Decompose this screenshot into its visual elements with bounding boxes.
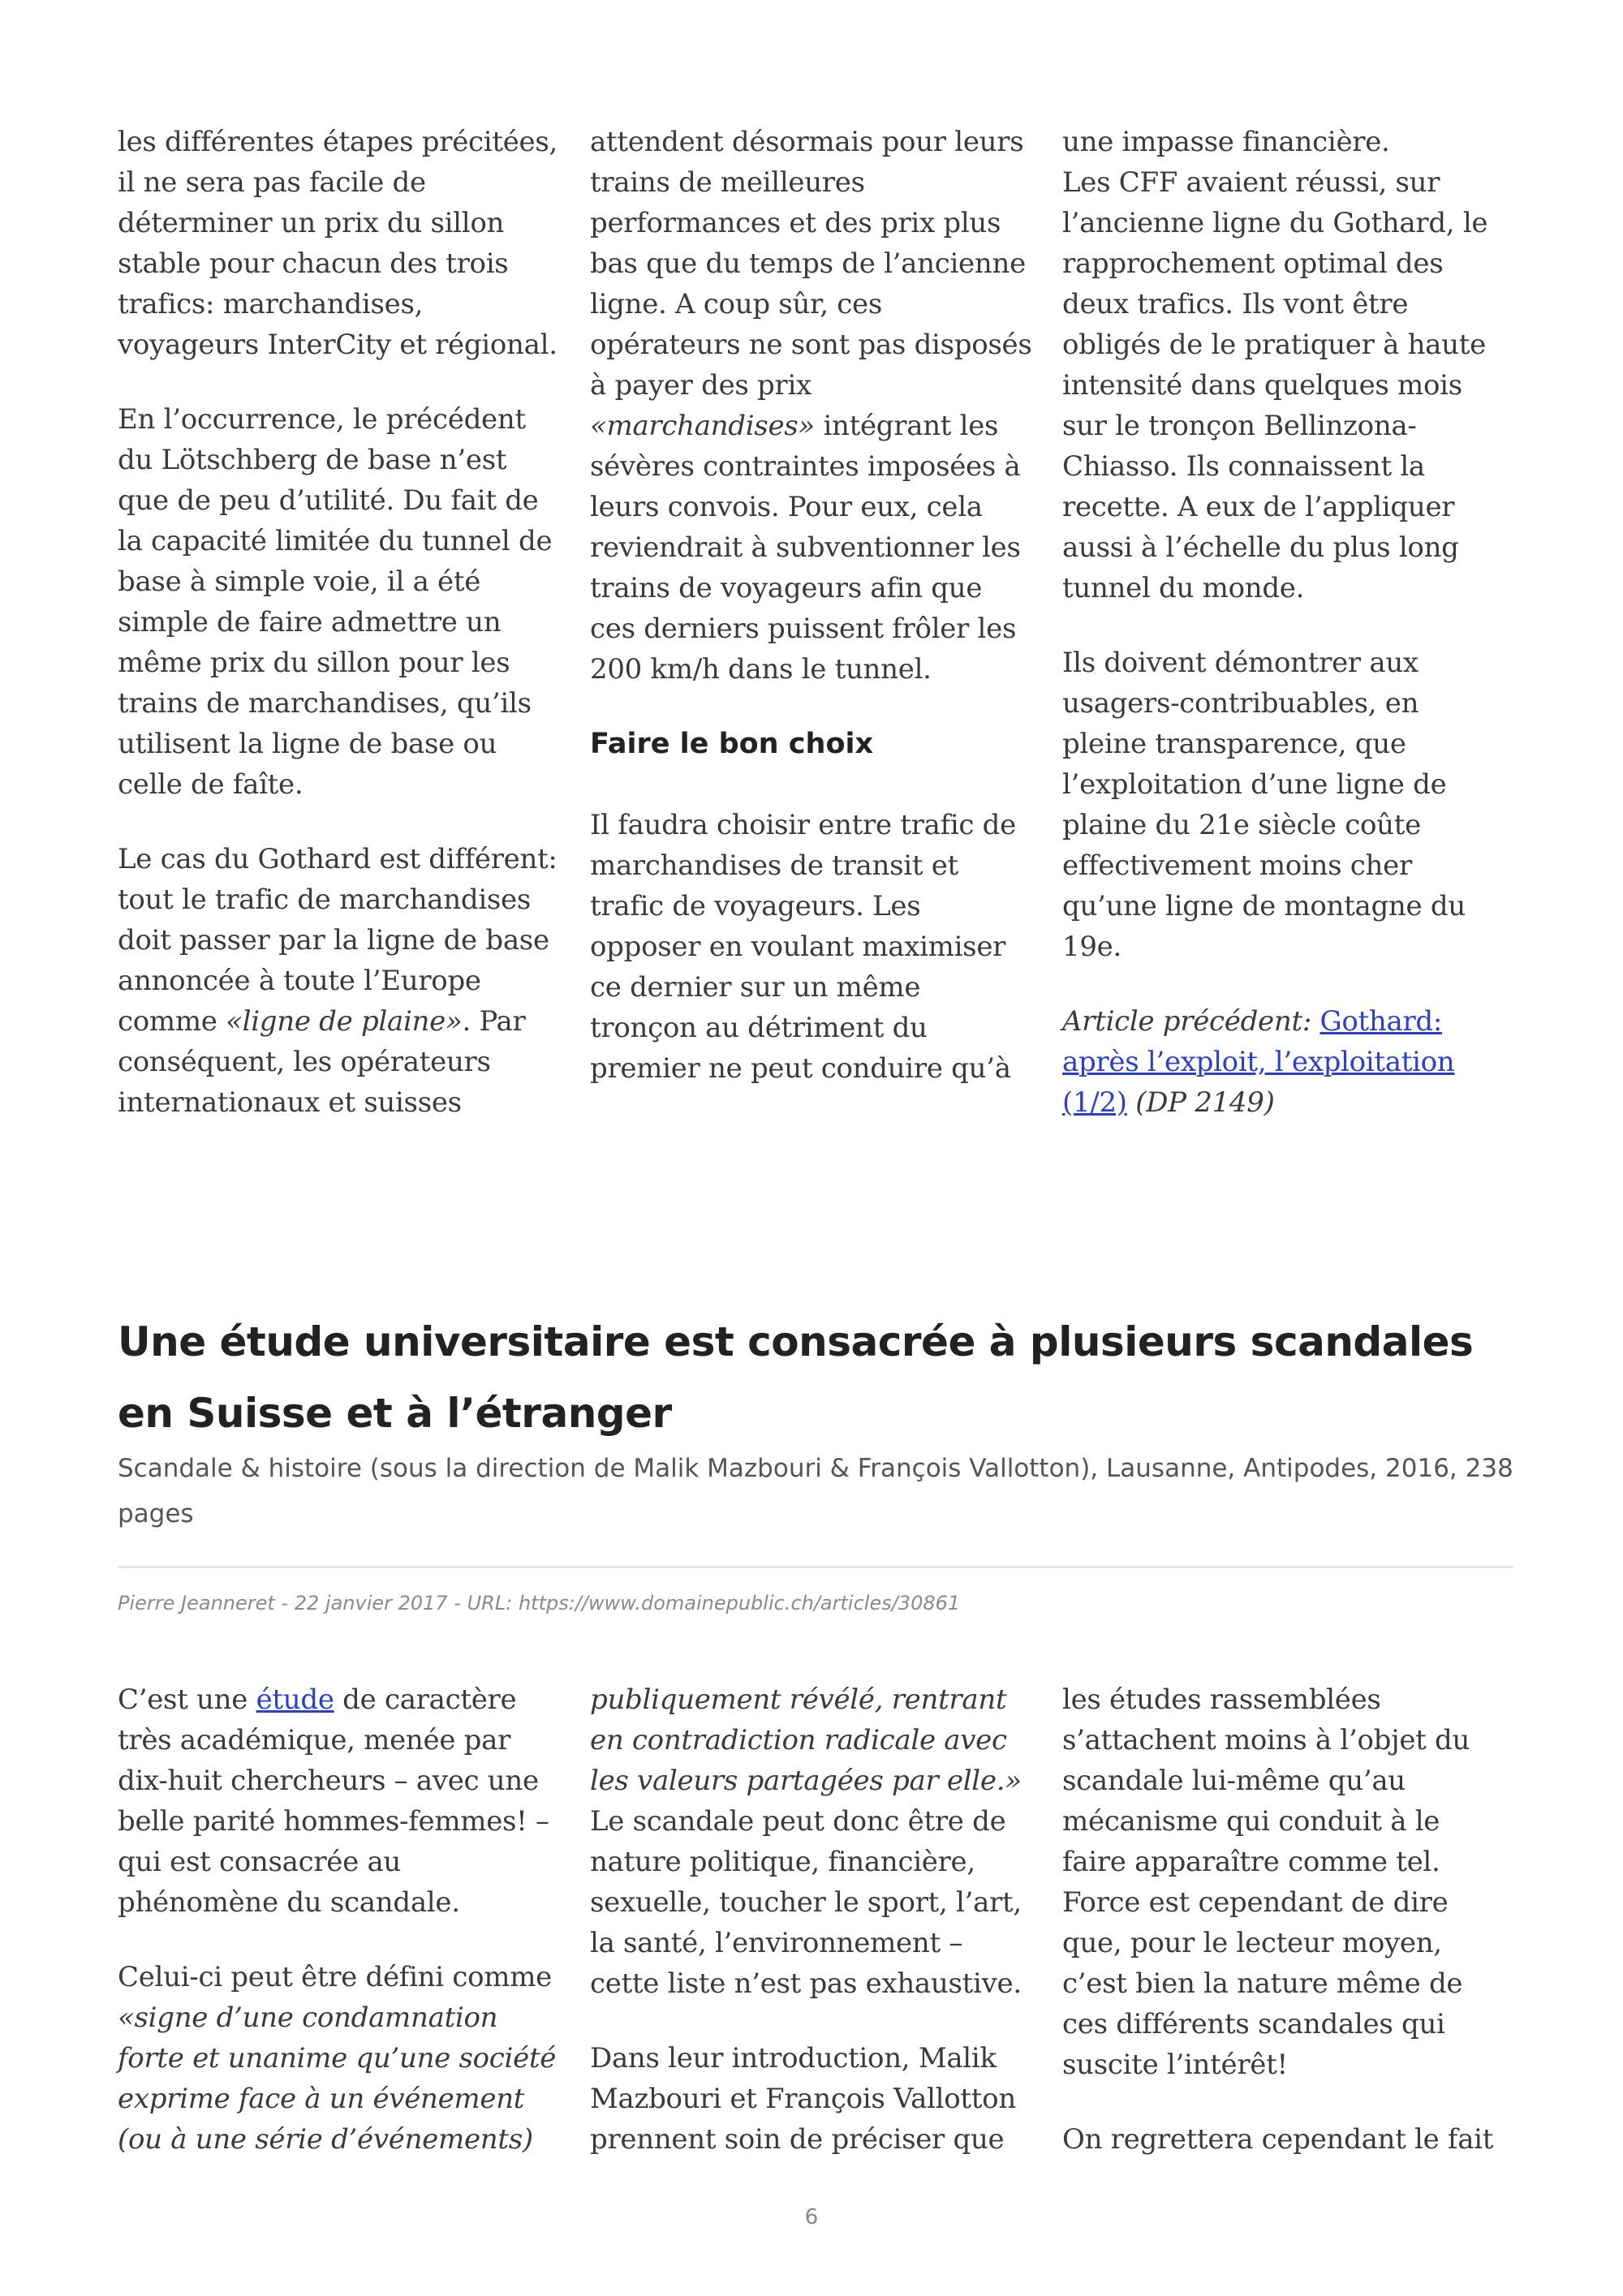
text: Le scandale peut donc être de nature politique, financière, sexuelle, toucher le sport, l’art, la santé, l’environnement – cette liste n’est pas exhaustive. — [590, 1805, 1022, 2000]
text: . Par conséquent, les opérateurs internationaux et suisses — [118, 1005, 526, 1119]
article1-column-2 — [590, 122, 1035, 1157]
text: Celui-ci peut être défini comme — [118, 1961, 552, 1993]
text: C’est une — [118, 1683, 256, 1716]
emphasis: «signe d’une condamnation forte et unanime qu’une société exprime face à un événement (ou à une série d’événements) — [118, 2001, 557, 2156]
paragraph — [118, 1679, 562, 1923]
article-meta: Pierre Jeanneret - 22 janvier 2017 - URL: https://www.domainepublic.ch/articles/30861 — [118, 1592, 961, 1615]
previous-article-ref: (DP 2149) — [1126, 1086, 1275, 1119]
text: intégrant les sévères contraintes imposées à leurs convois. Pour eux, cela reviendrait à subventionner les trains de voyageurs afin que ces derniers puissent frôler les 200 km/h dans le tunnel. — [590, 410, 1021, 686]
article2-column-1 — [118, 1679, 562, 2194]
article1-column-3 — [1062, 122, 1507, 1157]
page-number: 6 — [804, 2205, 819, 2229]
article2-column-3 — [1062, 1679, 1507, 2194]
paragraph: Il faudra choisir entre trafic de marchandises de transit et trafic de voyageurs. Les opposer en voulant maximiser ce dernier sur un même tronçon au détriment du premier ne peut conduire qu’à — [590, 809, 1016, 1085]
paragraph — [118, 839, 562, 1123]
paragraph: On regrettera cependant le fait — [1062, 2123, 1494, 2156]
emphasis: «ligne de plaine» — [226, 1005, 463, 1038]
article1-columns — [118, 122, 1507, 1157]
paragraph — [590, 122, 1035, 690]
emphasis: publiquement révélé, rentrant en contradiction radicale avec les valeurs partagées par elle.» — [590, 1683, 1022, 1797]
article-title: Une étude universitaire est consacrée à plusieurs scandales en Suisse et à l’étranger — [118, 1318, 1474, 1437]
paragraph: les études rassemblées s’attachent moins à l’objet du scandale lui-même qu’au mécanisme qui conduit à le faire apparaître comme tel. Force est cependant de dire que, pour le lecteur moyen, c’est bien la nature même de ces différents scandales qui suscite l’intérêt! — [1062, 1683, 1470, 2081]
paragraph: les différentes étapes précitées, il ne sera pas facile de déterminer un prix du sillon stable pour chacun des trois trafics: marchandises, voyageurs InterCity et régional. — [118, 126, 558, 361]
article1-column-1 — [118, 122, 562, 1157]
paragraph — [590, 1679, 1035, 2004]
etude-link[interactable]: étude — [256, 1683, 334, 1716]
paragraph: Dans leur introduction, Malik Mazbouri et François Vallotton prennent soin de préciser que — [590, 2042, 1016, 2156]
emphasis: «marchandises» — [590, 410, 815, 442]
text: de caractère très académique, menée par dix-huit chercheurs – avec une belle parité hommes-femmes! – qui est consacrée au phénomène du scandale. — [118, 1683, 549, 1919]
previous-article — [1062, 1001, 1507, 1123]
article-subtitle: Scandale & histoire (sous la direction de Malik Mazbouri & François Vallotton), Lausanne, Antipodes, 2016, 238 pages — [118, 1454, 1513, 1529]
previous-article-link[interactable]: Gothard: après l’exploit, l’exploitation (1/2) — [1062, 1005, 1455, 1119]
paragraph — [118, 1957, 562, 2160]
text: attendent désormais pour leurs trains de meilleures performances et des prix plus bas que du temps de l’ancienne ligne. A coup sûr, ces opérateurs ne sont pas disposés à payer des prix — [590, 126, 1032, 402]
text: Le cas du Gothard est différent: tout le trafic de marchandises doit passer par la ligne de base annoncée à toute l’Europe comme — [118, 843, 558, 1038]
paragraph: Les CFF avaient réussi, sur l’ancienne ligne du Gothard, le rapprochement optimal des deux trafics. Ils vont être obligés de le pratiquer à haute intensité dans quelques mois sur le tronçon Bellinzona-Chiasso. Ils connaissent la recette. A eux de l’appliquer aussi à l’échelle du plus long tunnel du monde. — [1062, 166, 1488, 604]
article2-columns — [118, 1679, 1507, 2194]
paragraph: En l’occurrence, le précédent du Lötschberg de base n’est que de peu d’utilité. Du fait de la capacité limitée du tunnel de base à simple voie, il a été simple de faire admettre un même prix du sillon pour les trains de marchandises, qu’ils utilisent la ligne de base ou celle de faîte. — [118, 403, 553, 801]
section-heading: Faire le bon choix — [590, 728, 874, 760]
paragraph: une impasse financière. — [1062, 126, 1390, 158]
previous-article-label: Article précédent: — [1062, 1005, 1320, 1038]
article2-column-2 — [590, 1679, 1035, 2194]
divider — [118, 1566, 1513, 1568]
paragraph: Ils doivent démontrer aux usagers-contribuables, en pleine transparence, que l’exploitation d’une ligne de plaine du 21e siècle coûte effectivement moins cher qu’une ligne de montagne du 19e. — [1062, 647, 1466, 963]
